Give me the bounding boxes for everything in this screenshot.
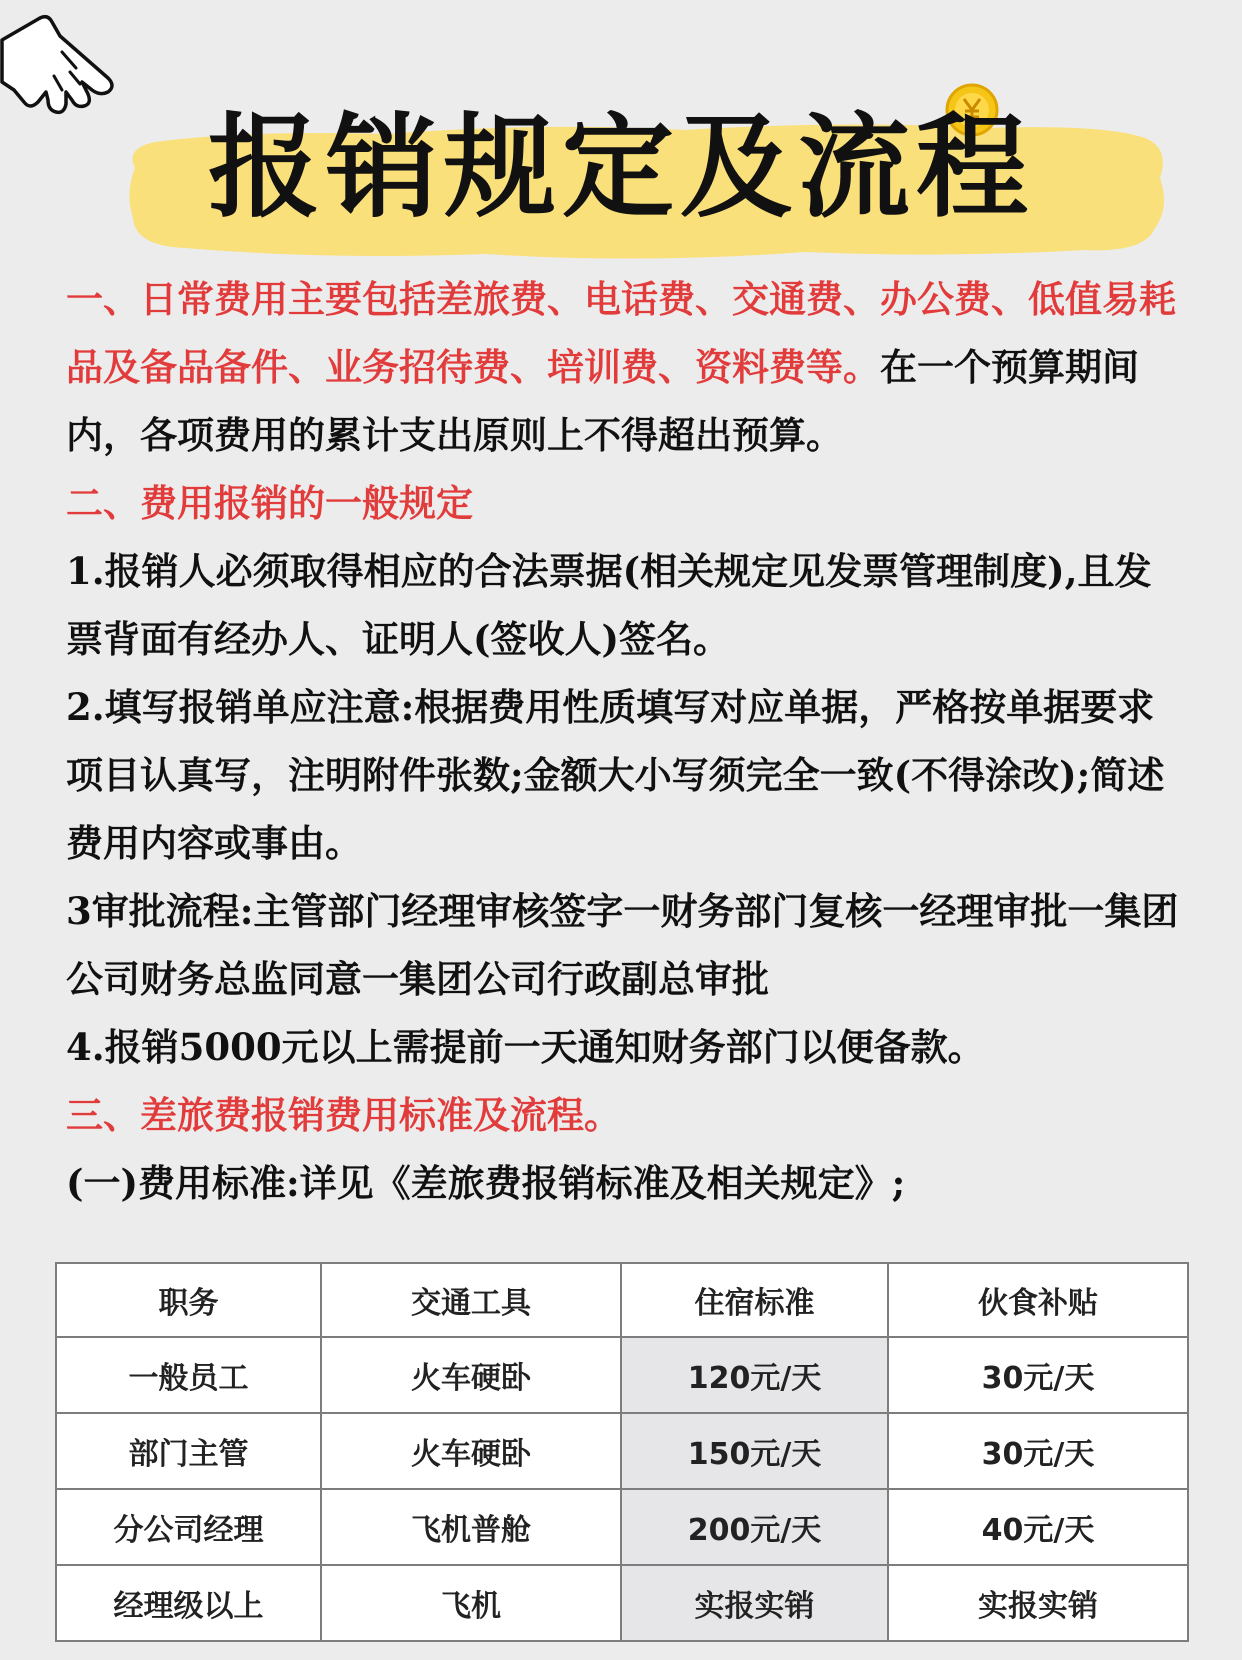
table-cell: 40元/天: [888, 1489, 1188, 1565]
header-transport: 交通工具: [321, 1263, 621, 1337]
section-1-heading: 一、日常费用主要包括差旅费、电话费、交通费、办公费、低值易耗品及备品备件、业务招待费、培训费、资料费等。: [66, 277, 1176, 389]
table-row: [56, 1565, 1188, 1641]
travel-standard-table: [55, 1262, 1189, 1642]
rule-item: 3审批流程:主管部门经理审核签字一财务部门复核一经理审批一集团公司财务总监同意一集团公司行政副总审批: [66, 889, 1179, 1001]
table-cell: 150元/天: [621, 1413, 888, 1489]
header-lodging: 住宿标准: [621, 1263, 888, 1337]
table-cell: 分公司经理: [56, 1489, 321, 1565]
page-title: 报销规定及流程: [208, 103, 1034, 233]
table-cell: 30元/天: [888, 1413, 1188, 1489]
table-header-row: [56, 1263, 1188, 1337]
rules-content: [66, 265, 1186, 1217]
section-1: [66, 265, 1186, 469]
table-cell: 120元/天: [621, 1337, 888, 1413]
rule-item: 1.报销人必须取得相应的合法票据(相关规定见发票管理制度),且发票背面有经办人、证明人(签收人)签名。: [66, 549, 1152, 661]
table-cell: 200元/天: [621, 1489, 888, 1565]
table-cell: 飞机: [321, 1565, 621, 1641]
section-3-subheading: (一)费用标准:详见《差旅费报销标准及相关规定》;: [66, 1161, 906, 1205]
table-cell: 一般员工: [56, 1337, 321, 1413]
header-meal-allowance: 伙食补贴: [888, 1263, 1188, 1337]
table-cell: 火车硬卧: [321, 1337, 621, 1413]
section-1-text: 在一个预算期间内，各项费用的累计支出原则上不得超出预算。: [66, 345, 1139, 457]
section-3-heading: 三、差旅费报销费用标准及流程。: [66, 1093, 621, 1137]
table-cell: 30元/天: [888, 1337, 1188, 1413]
rule-item: 4.报销5000元以上需提前一天通知财务部门以便备款。: [66, 1025, 985, 1069]
table-cell: 实报实销: [621, 1565, 888, 1641]
table-row: [56, 1413, 1188, 1489]
header-position: 职务: [56, 1263, 321, 1337]
table-cell: 实报实销: [888, 1565, 1188, 1641]
table-row: [56, 1337, 1188, 1413]
table-cell: 火车硬卧: [321, 1413, 621, 1489]
table-row: [56, 1489, 1188, 1565]
table-cell: 经理级以上: [56, 1565, 321, 1641]
table-cell: 部门主管: [56, 1413, 321, 1489]
rule-item: 2.填写报销单应注意:根据费用性质填写对应单据，严格按单据要求项目认真写，注明附件张数;金额大小写须完全一致(不得涂改);简述费用内容或事由。: [66, 685, 1165, 865]
table-cell: 飞机普舱: [321, 1489, 621, 1565]
section-2-heading: 二、费用报销的一般规定: [66, 481, 473, 525]
